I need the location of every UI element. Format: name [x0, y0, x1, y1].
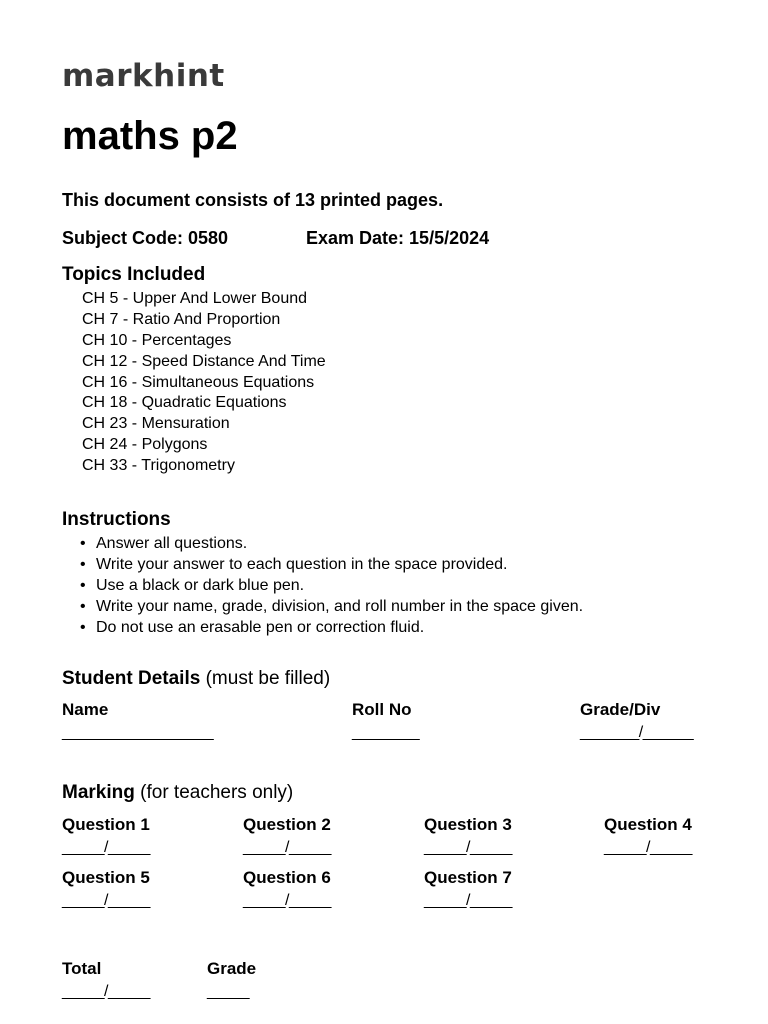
score-blank: _____/_____: [424, 839, 512, 856]
score-blank: _____/_____: [604, 839, 692, 856]
instruction-item: • Use a black or dark blue pen.: [80, 576, 583, 597]
student-details-heading: Student Details (must be filled): [62, 668, 331, 689]
instruction-item: • Write your name, grade, division, and roll number in the space given.: [80, 597, 583, 618]
topic-item: CH 12 - Speed Distance And Time: [82, 352, 326, 370]
bullet-icon: •: [80, 618, 86, 636]
topic-item: CH 23 - Mensuration: [82, 415, 230, 433]
question-label: Question 1: [62, 815, 150, 834]
bullet-icon: •: [80, 555, 86, 573]
question-label: Question 7: [424, 868, 512, 887]
instructions-heading: Instructions: [62, 509, 171, 530]
marking-note: (for teachers only): [140, 782, 294, 803]
question-label: Question 3: [424, 815, 512, 834]
instruction-item: • Do not use an erasable pen or correction fluid.: [80, 618, 583, 639]
topics-heading: Topics Included: [62, 264, 206, 285]
grade-div-blank: _______/______: [580, 724, 694, 741]
instruction-item: • Answer all questions.: [80, 534, 583, 555]
name-field: [62, 700, 213, 742]
topic-item: CH 7 - Ratio And Proportion: [82, 310, 281, 328]
final-grade: [207, 959, 256, 1001]
question-label: Question 4: [604, 815, 692, 834]
roll-no-label: Roll No: [352, 700, 412, 719]
score-blank: _____/_____: [424, 892, 512, 909]
topic-item: CH 5 - Upper And Lower Bound: [82, 290, 308, 307]
student-details-note: (must be filled): [205, 668, 331, 689]
pages-info: This document consists of 13 printed pages.: [62, 190, 444, 210]
bullet-icon: •: [80, 535, 86, 552]
score-blank: _____/_____: [62, 892, 150, 909]
total-blank: _____/_____: [62, 983, 150, 1000]
topic-item: CH 10 - Percentages: [82, 331, 232, 349]
document-title: maths p2: [62, 114, 238, 158]
score-blank: _____/_____: [243, 892, 331, 909]
question-7-score: [424, 868, 512, 910]
topics-list: [82, 289, 326, 477]
roll-no-blank: ________: [352, 724, 420, 741]
topic-item: CH 18 - Quadratic Equations: [82, 394, 287, 412]
total-score: [62, 959, 150, 1001]
total-label: Total: [62, 959, 102, 978]
topic-item: CH 16 - Simultaneous Equations: [82, 373, 315, 391]
question-5-score: [62, 868, 150, 910]
subject-code: Subject Code: 0580: [62, 228, 229, 248]
exam-date: Exam Date: 15/5/2024: [306, 228, 490, 248]
topic-item: CH 33 - Trigonometry: [82, 457, 235, 475]
instructions-list: [80, 534, 583, 638]
grade-label: Grade: [207, 959, 257, 978]
markhint-logo: markhint: [62, 58, 225, 94]
question-label: Question 5: [62, 868, 150, 887]
question-4-score: [604, 815, 692, 857]
question-3-score: [424, 815, 512, 857]
name-label: Name: [62, 700, 109, 719]
bullet-icon: •: [80, 576, 86, 594]
exam-meta-row: [62, 228, 490, 249]
question-label: Question 6: [243, 868, 331, 887]
question-label: Question 2: [243, 815, 331, 834]
question-1-score: [62, 815, 150, 857]
name-blank: __________________: [62, 724, 214, 741]
score-blank: _____/_____: [62, 839, 150, 856]
marking-heading: Marking (for teachers only): [62, 782, 294, 803]
roll-no-field: [352, 700, 419, 742]
grade-div-label: Grade/Div: [580, 700, 661, 719]
topic-item: CH 24 - Polygons: [82, 436, 208, 454]
question-6-score: [243, 868, 331, 910]
score-blank: _____/_____: [243, 839, 331, 856]
grade-div-field: [580, 700, 693, 742]
instruction-item: • Write your answer to each question in the space provided.: [80, 555, 583, 576]
question-2-score: [243, 815, 331, 857]
bullet-icon: •: [80, 597, 86, 615]
grade-blank: _____: [207, 983, 249, 1000]
